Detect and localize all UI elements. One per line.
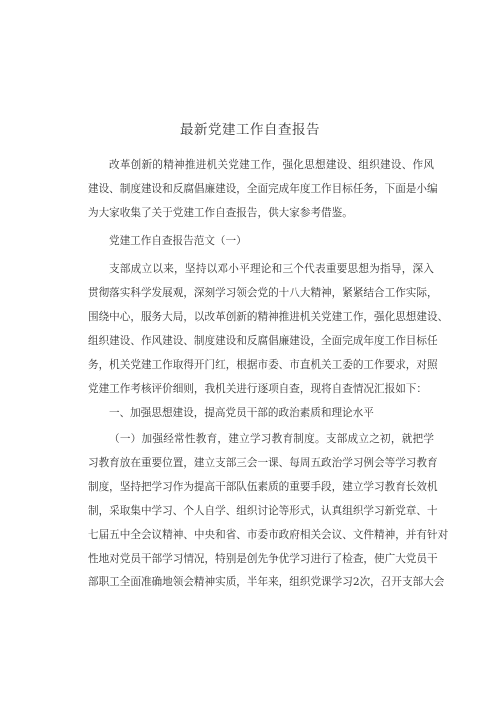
text-line: （一）加强经常性教育，建立学习教育制度。支部成立之初，就把学	[109, 433, 434, 445]
body-paragraph-1	[88, 258, 449, 401]
text-line: 改革创新的精神推进机关党建工作，强化思想建设、组织建设、作风	[109, 159, 434, 171]
text-line: 习教育放在重要位置，建立支部三会一课、每周五政治学习例会等学习教育	[88, 456, 438, 469]
body-paragraph-2	[88, 428, 449, 595]
section-heading-1	[88, 402, 434, 426]
text-line: 为大家收集了关于党建工作自查报告，供大家参考借鉴。	[88, 206, 353, 219]
text-line: 部职工全面准确地领会精神实质，半年来，组织党课学习2次，召开支部大会	[88, 576, 445, 589]
text-line: 制，采取集中学习、个人自学、组织讨论等形式，认真组织学习新党章、十	[88, 504, 438, 517]
section-title	[88, 230, 434, 254]
text-line: 制度，坚持把学习作为提高干部队伍素质的重要手段，建立学习教育长效机	[88, 480, 438, 493]
text-line: 组织建设、作风建设、制度建设和反腐倡廉建设，全面完成年度工作目标任	[88, 334, 438, 347]
text-line: 七届五中全会议精神、中央和省、市委市政府相关会议、文件精神，并有针对	[88, 528, 449, 541]
text-line: 党建工作考核评价细则，我机关进行逐项自查，现将自查情况汇报如下：	[88, 382, 427, 395]
intro-paragraph	[88, 154, 438, 226]
text-line: 围绕中心，服务大局，以改革创新的精神推进机关党建工作，强化思想建设、	[88, 310, 449, 323]
text-line: 性地对党员干部学习情况，特别是创先争优学习进行了检查，使广大党员干	[88, 552, 438, 565]
text-line: 支部成立以来，坚持以邓小平理论和三个代表重要思想为指导，深入	[109, 263, 434, 275]
text-line: 建设、制度建设和反腐倡廉建设，全面完成年度工作目标任务，下面是小编	[88, 182, 438, 195]
text-line: 一、加强思想建设，提高党员干部的政治素质和理论水平	[109, 407, 374, 419]
document-title: 最新党建工作自查报告	[180, 122, 320, 138]
text-line: 党建工作自查报告范文（一）	[109, 235, 247, 247]
text-line: 贯彻落实科学发展观，深刻学习领会党的十八大精神，紧紧结合工作实际，	[88, 286, 438, 299]
text-line: 务，机关党建工作取得开门红，根据市委、市直机关工委的工作要求，对照	[88, 358, 438, 371]
